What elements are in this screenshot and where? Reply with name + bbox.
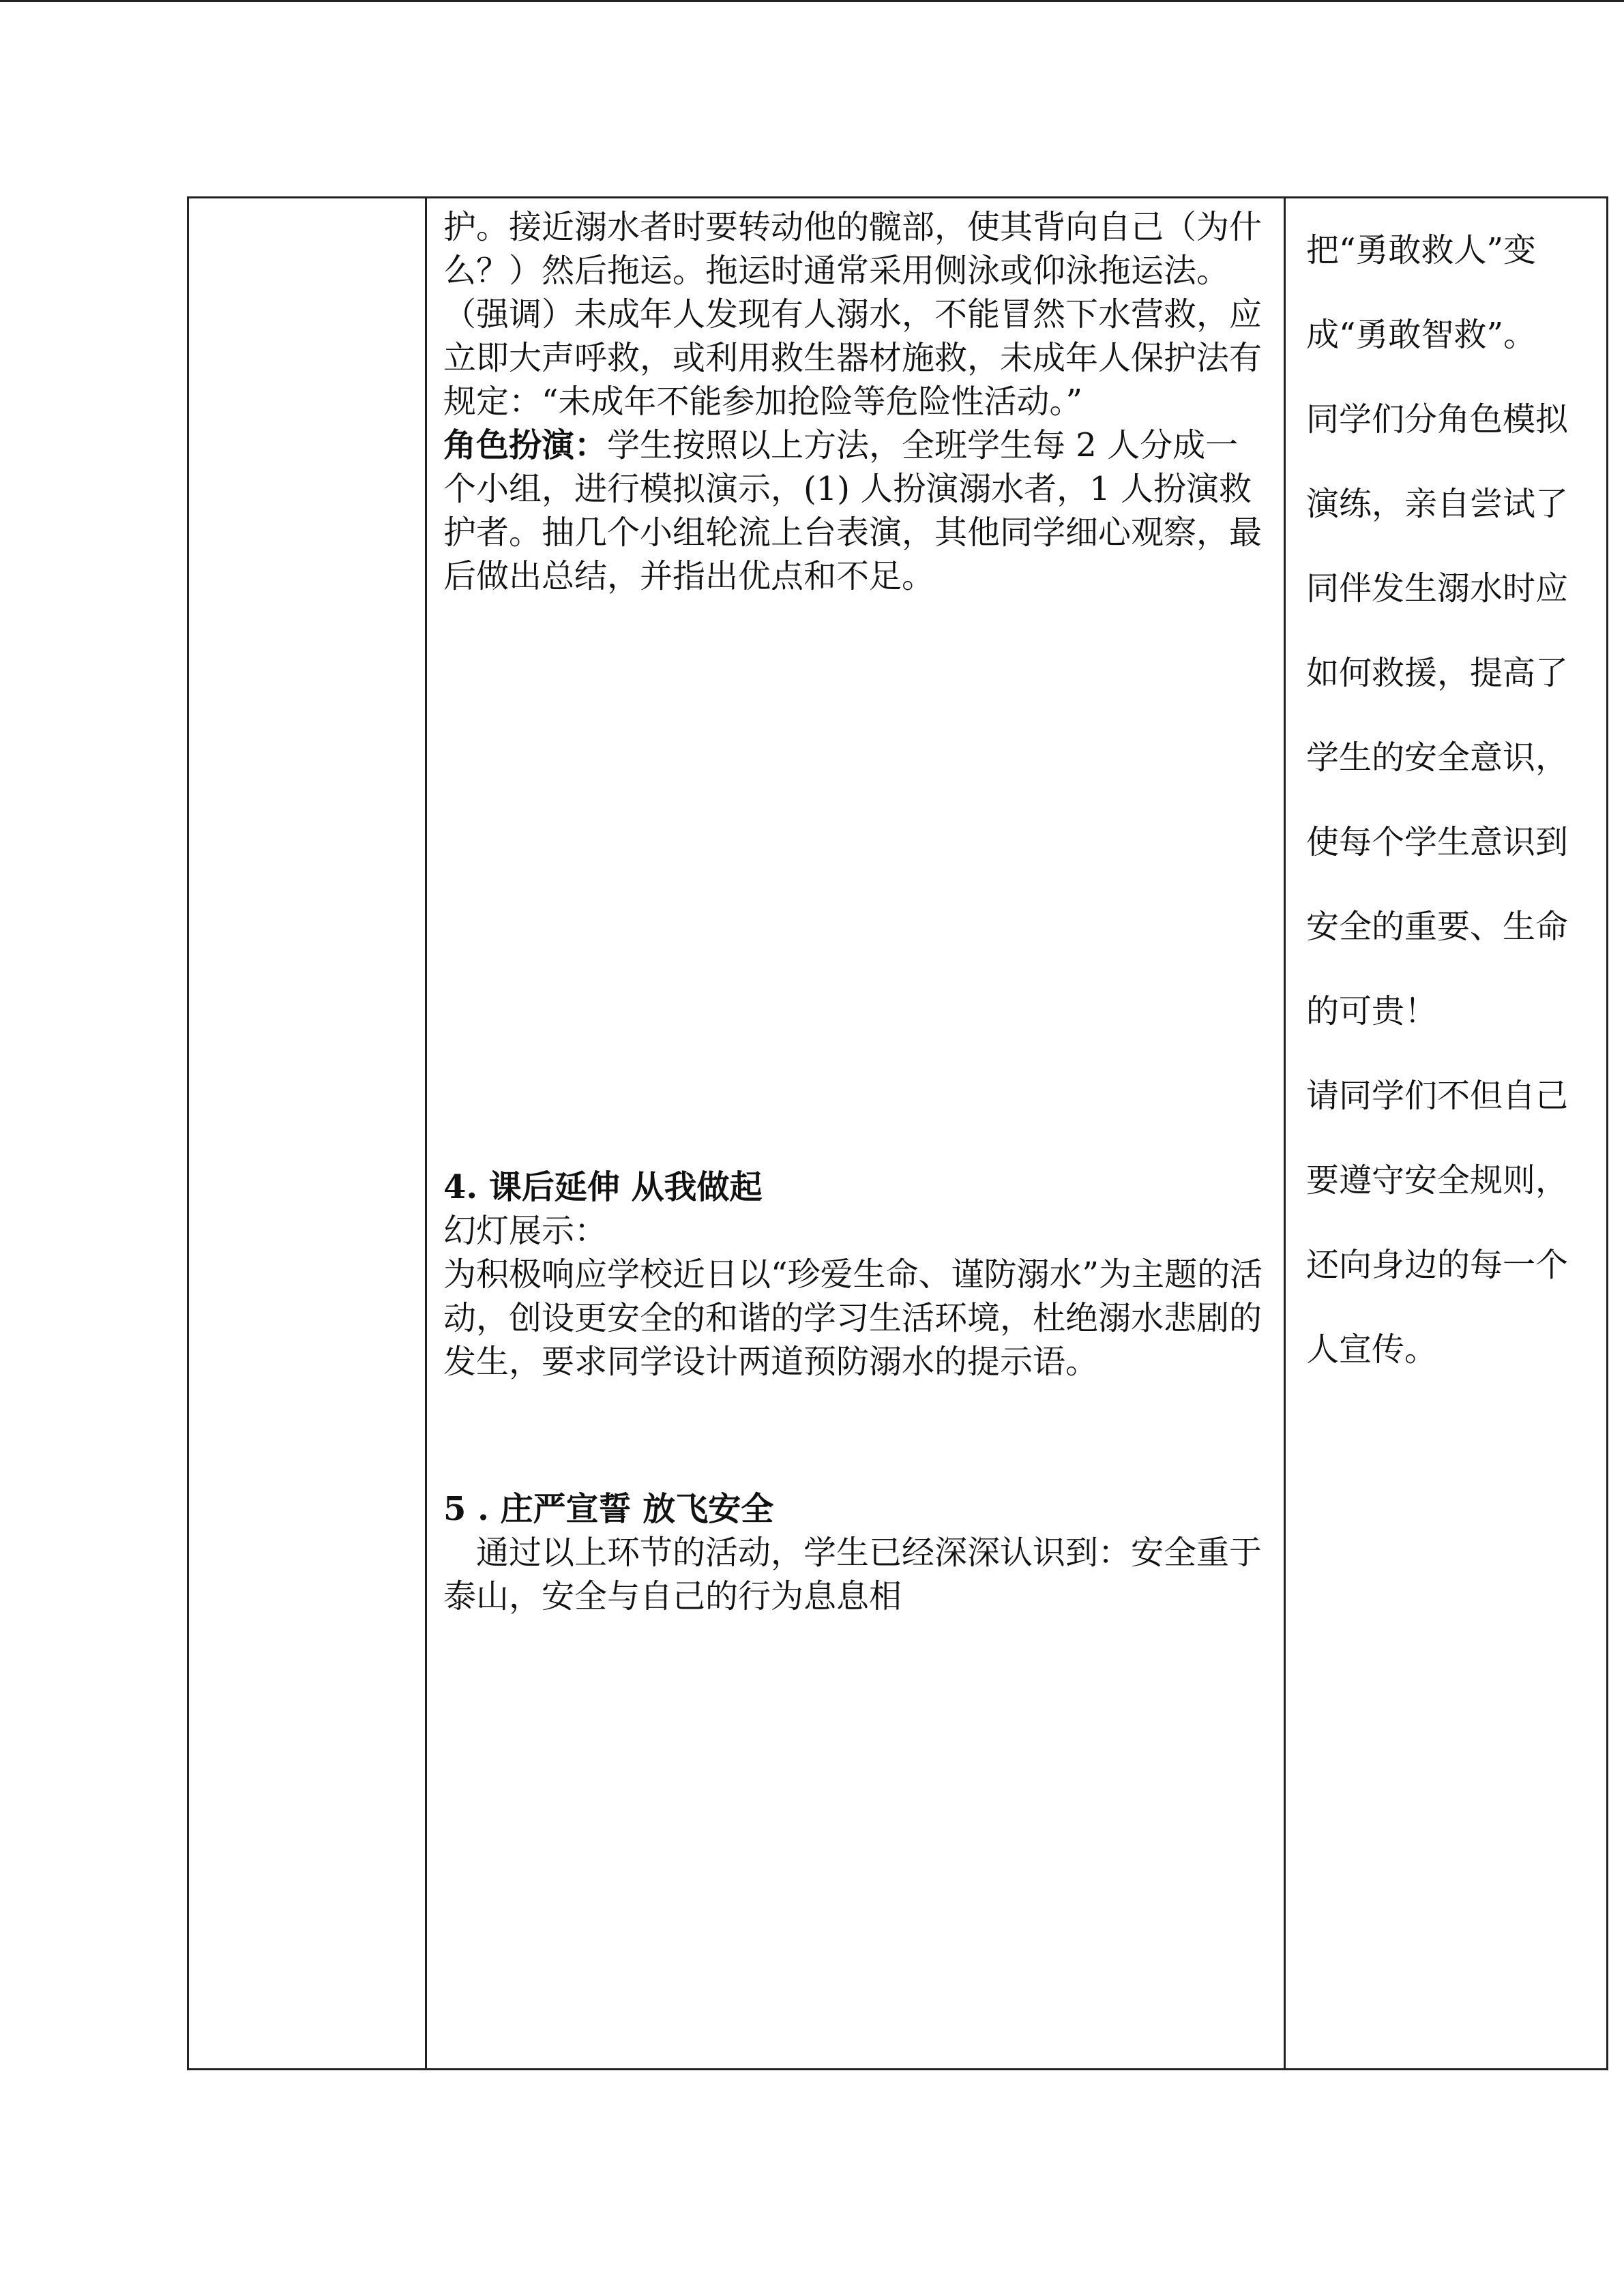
spacer: [443, 1384, 1270, 1487]
role-play-paragraph: [443, 423, 1270, 598]
role-play-text: 学生按照以上方法，全班学生每 2 人分成一个小组，进行模拟演示，(1) 人扮演溺水者，1 人扮演救护者。抽几个小组轮流上台表演，其他同学细心观察，最后做出总结，并指出优点和不足。: [443, 426, 1263, 595]
section-5-paragraph: 通过以上环节的活动，学生已经深深认识到：安全重于泰山，安全与自己的行为息息相: [443, 1534, 1263, 1615]
table-row: [188, 198, 1608, 2070]
page-top-border: [0, 0, 1624, 2]
section-4-heading: 4. 课后延伸 从我做起: [443, 1168, 763, 1206]
rescue-technique-paragraph: 护。接近溺水者时要转动他的髋部，使其背向自己（为什么？）然后拖运。拖运时通常采用侧泳或仰泳拖运法。: [443, 208, 1263, 290]
left-empty-cell: [188, 198, 426, 2070]
teaching-process-cell: [426, 198, 1285, 2070]
section-4-paragraph: 为积极响应学校近日以“珍爱生命、谨防溺水”为主题的活动，创设更安全的和谐的学习生活环境，杜绝溺水悲剧的发生，要求同学设计两道预防溺水的提示语。: [443, 1255, 1263, 1381]
section-5-heading: 5 . 庄严宣誓 放飞安全: [443, 1490, 774, 1528]
intent-note-1: 把“勇敢救人”变成“勇敢智救”。: [1306, 231, 1537, 354]
design-intent-cell: [1285, 198, 1608, 2070]
emphasis-paragraph: （强调）未成年人发现有人溺水，不能冒然下水营救，应立即大声呼救，或利用救生器材施救，未成年人保护法有规定：“未成年不能参加抢险等危险性活动。”: [443, 295, 1263, 421]
intent-note-3: 请同学们不但自己要遵守安全规则，还向身边的每一个人宣传。: [1306, 1077, 1569, 1369]
intent-note-2: 同学们分角色模拟演练，亲自尝试了同伴发生溺水时应如何救援，提高了学生的安全意识，使每个学生意识到安全的重要、生命的可贵！: [1306, 400, 1569, 1030]
spacer: [443, 598, 1270, 1165]
role-play-label: 角色扮演：: [443, 426, 608, 464]
lesson-plan-table: [187, 196, 1608, 2070]
slide-show-label: 幻灯展示：: [443, 1212, 608, 1250]
